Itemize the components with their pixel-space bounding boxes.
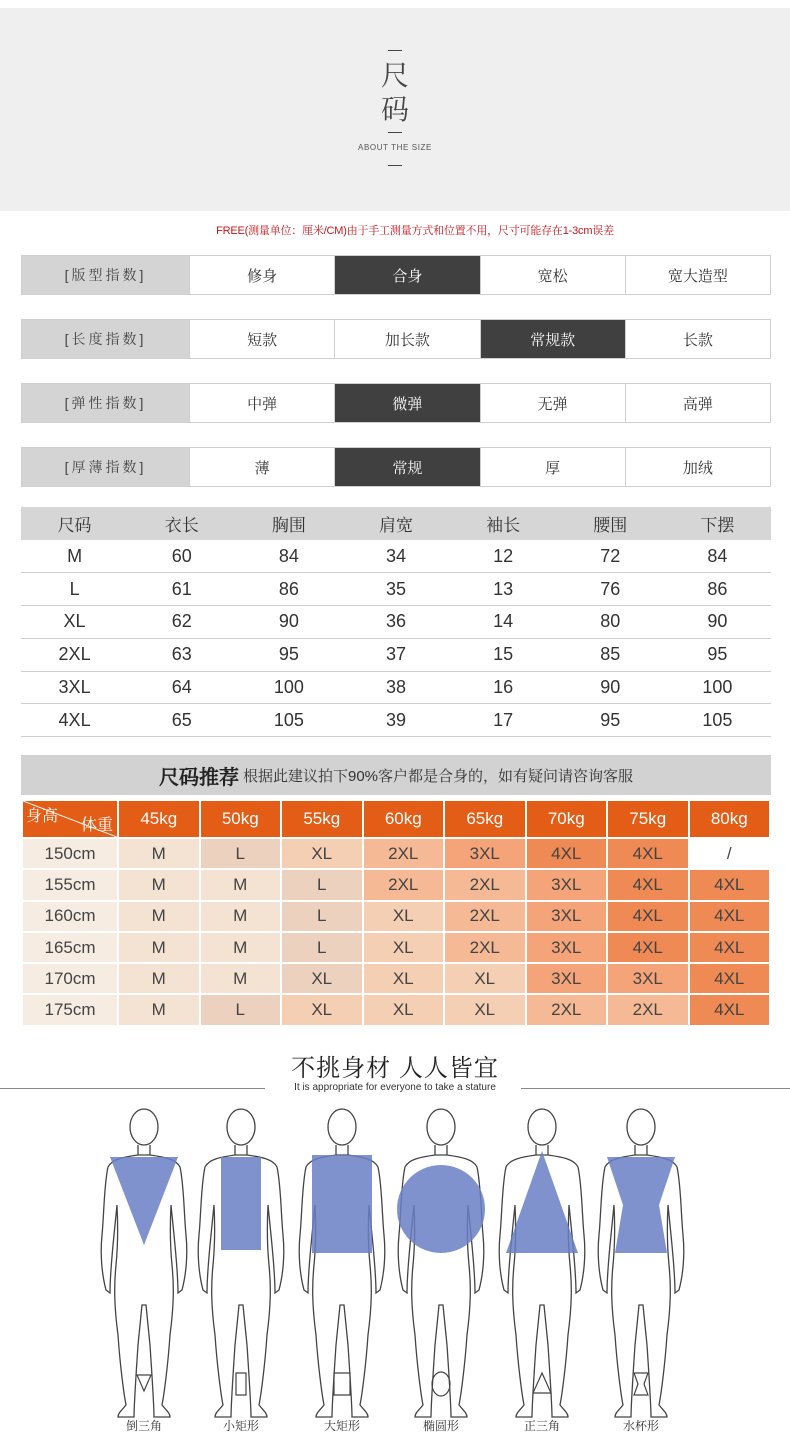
size-cell: 3XL <box>445 839 525 868</box>
index-option: 薄 <box>189 448 334 486</box>
column-header: 下摆 <box>664 507 771 540</box>
table-cell: 84 <box>664 540 771 573</box>
table-cell: 84 <box>235 540 342 573</box>
column-header: 胸围 <box>235 507 342 540</box>
table-cell: XL <box>21 606 128 639</box>
index-label: [版型指数] <box>22 256 189 294</box>
table-row <box>21 573 771 606</box>
table-row <box>21 606 771 639</box>
table-row <box>23 995 769 1024</box>
table-row <box>21 671 771 704</box>
large-rectangle-icon <box>334 1373 350 1395</box>
size-cell: 4XL <box>690 964 770 993</box>
size-cell: M <box>201 964 281 993</box>
size-cell: XL <box>282 964 362 993</box>
size-cell: M <box>119 964 199 993</box>
index-option: 宽松 <box>480 256 625 294</box>
index-row <box>21 319 771 359</box>
column-header: 腰围 <box>557 507 664 540</box>
size-cell: M <box>201 902 281 931</box>
size-cell: 2XL <box>445 902 525 931</box>
shape-overlay <box>221 1157 261 1250</box>
size-cell: 4XL <box>690 933 770 962</box>
index-option: 长款 <box>625 320 770 358</box>
size-cell: 2XL <box>364 839 444 868</box>
table-cell: 95 <box>557 704 664 737</box>
shape-overlay <box>397 1165 485 1253</box>
body-shape-label: 水杯形 <box>622 1419 659 1433</box>
recommend-subtitle: 根据此建议拍下90%客户都是合身的，如有疑问请咨询客服 <box>242 767 634 785</box>
index-row <box>21 447 771 487</box>
table-cell: 90 <box>557 671 664 704</box>
table-cell: 14 <box>450 606 557 639</box>
header-subtitle: ABOUT THE SIZE <box>358 143 432 152</box>
header-title-char-2: 码 <box>380 93 409 126</box>
table-cell: 36 <box>342 606 449 639</box>
body-shapes-title: 不挑身材 人人皆宜 <box>291 1055 499 1082</box>
table-cell: 16 <box>450 671 557 704</box>
index-option: 无弹 <box>480 384 625 422</box>
weight-header: 65kg <box>445 801 525 837</box>
weight-axis-label: 体重 <box>80 817 113 834</box>
weight-header: 80kg <box>690 801 770 837</box>
body-shape-label: 正三角 <box>523 1419 560 1433</box>
size-cell: 4XL <box>608 870 688 899</box>
table-cell: 105 <box>664 704 771 737</box>
weight-header: 45kg <box>119 801 199 837</box>
weight-header: 50kg <box>201 801 281 837</box>
size-cell: 2XL <box>608 995 688 1024</box>
inverted-triangle-icon <box>137 1375 151 1391</box>
triangle-icon <box>533 1373 551 1393</box>
index-option: 短款 <box>189 320 334 358</box>
size-cell: XL <box>364 964 444 993</box>
hourglass-icon <box>634 1373 648 1395</box>
table-cell: 95 <box>235 638 342 671</box>
size-header-banner <box>0 8 790 211</box>
table-cell: 37 <box>342 638 449 671</box>
table-cell: 15 <box>450 638 557 671</box>
size-cell: M <box>119 995 199 1024</box>
table-cell: 100 <box>235 671 342 704</box>
index-option-selected: 常规 <box>334 448 479 486</box>
size-cell: 3XL <box>527 902 607 931</box>
table-cell: 100 <box>664 671 771 704</box>
weight-header: 75kg <box>608 801 688 837</box>
index-label: [厚薄指数] <box>22 448 189 486</box>
table-cell: 76 <box>557 573 664 606</box>
size-cell: XL <box>445 964 525 993</box>
table-cell: 39 <box>342 704 449 737</box>
body-shape-label: 倒三角 <box>125 1419 162 1433</box>
table-row <box>23 964 769 993</box>
index-option: 加绒 <box>625 448 770 486</box>
index-option: 高弹 <box>625 384 770 422</box>
table-cell: 90 <box>664 606 771 639</box>
body-shape-figures <box>0 1105 790 1437</box>
table-cell: 60 <box>128 540 235 573</box>
size-cell: XL <box>282 839 362 868</box>
table-cell: 62 <box>128 606 235 639</box>
size-cell: L <box>282 902 362 931</box>
header-title-char-1: 尺 <box>380 59 409 92</box>
size-cell: / <box>690 839 770 868</box>
person-outline <box>398 1109 484 1417</box>
size-cell: XL <box>282 995 362 1024</box>
index-row <box>21 255 771 295</box>
size-cell: M <box>119 870 199 899</box>
body-figure <box>598 1109 684 1417</box>
size-cell: M <box>119 933 199 962</box>
size-cell: XL <box>364 995 444 1024</box>
table-cell: 65 <box>128 704 235 737</box>
size-cell: L <box>282 870 362 899</box>
column-header: 尺码 <box>21 507 128 540</box>
table-cell: 72 <box>557 540 664 573</box>
shape-overlay <box>312 1155 372 1253</box>
weight-header: 60kg <box>364 801 444 837</box>
table-cell: 64 <box>128 671 235 704</box>
index-option-selected: 常规款 <box>480 320 625 358</box>
table-row <box>21 638 771 671</box>
column-header: 肩宽 <box>342 507 449 540</box>
size-cell: 3XL <box>527 870 607 899</box>
index-option: 厚 <box>480 448 625 486</box>
body-shape-label: 椭圆形 <box>422 1419 459 1433</box>
table-cell: 85 <box>557 638 664 671</box>
size-cell: 4XL <box>608 839 688 868</box>
body-shape-label: 小矩形 <box>222 1419 259 1433</box>
size-cell: 4XL <box>690 995 770 1024</box>
small-rectangle-icon <box>236 1373 246 1395</box>
table-row <box>23 870 769 899</box>
index-option-selected: 合身 <box>334 256 479 294</box>
table-cell: 86 <box>664 573 771 606</box>
table-cell: M <box>21 540 128 573</box>
table-cell: 13 <box>450 573 557 606</box>
size-cell: 3XL <box>527 933 607 962</box>
size-cell: 3XL <box>527 964 607 993</box>
body-shapes-subtitle: It is appropriate for everyone to take a stature <box>294 1082 496 1093</box>
table-cell: 12 <box>450 540 557 573</box>
person-outline <box>101 1109 187 1417</box>
weight-header: 70kg <box>527 801 607 837</box>
divider <box>388 165 402 166</box>
body-shape-label: 大矩形 <box>323 1419 360 1433</box>
ellipse-icon <box>432 1372 450 1396</box>
table-cell: 17 <box>450 704 557 737</box>
table-cell: 86 <box>235 573 342 606</box>
size-recommend-table <box>21 799 771 1027</box>
size-cell: M <box>119 902 199 931</box>
index-label: [长度指数] <box>22 320 189 358</box>
size-cell: 2XL <box>445 933 525 962</box>
recommend-title: 尺码推荐 <box>158 766 239 789</box>
divider <box>388 50 402 51</box>
column-header: 袖长 <box>450 507 557 540</box>
index-label: [弹性指数] <box>22 384 189 422</box>
index-row <box>21 383 771 423</box>
column-header: 衣长 <box>128 507 235 540</box>
table-cell: 34 <box>342 540 449 573</box>
size-cell: 2XL <box>527 995 607 1024</box>
table-cell: 105 <box>235 704 342 737</box>
height-cell: 170cm <box>23 964 117 993</box>
table-row <box>21 704 771 737</box>
table-corner <box>23 801 117 837</box>
size-cell: XL <box>364 902 444 931</box>
recommend-header <box>21 755 771 795</box>
table-cell: 38 <box>342 671 449 704</box>
table-row <box>23 902 769 931</box>
table-row <box>21 540 771 573</box>
index-option: 中弹 <box>189 384 334 422</box>
table-cell: 63 <box>128 638 235 671</box>
index-option: 修身 <box>189 256 334 294</box>
person-outline <box>598 1109 684 1417</box>
size-cell: 4XL <box>608 902 688 931</box>
table-cell: 90 <box>235 606 342 639</box>
body-figure <box>198 1109 284 1417</box>
height-cell: 165cm <box>23 933 117 962</box>
height-cell: 155cm <box>23 870 117 899</box>
index-option: 宽大造型 <box>625 256 770 294</box>
table-row <box>23 933 769 962</box>
size-cell: 2XL <box>445 870 525 899</box>
table-cell: 95 <box>664 638 771 671</box>
body-figure <box>101 1109 187 1417</box>
size-cell: XL <box>364 933 444 962</box>
size-cell: M <box>119 839 199 868</box>
table-cell: L <box>21 573 128 606</box>
size-cell: 4XL <box>690 902 770 931</box>
table-cell: 35 <box>342 573 449 606</box>
size-cell: 4XL <box>690 870 770 899</box>
size-cell: L <box>201 839 281 868</box>
person-outline <box>198 1109 284 1417</box>
table-cell: 61 <box>128 573 235 606</box>
height-cell: 175cm <box>23 995 117 1024</box>
table-cell: 80 <box>557 606 664 639</box>
table-cell: 4XL <box>21 704 128 737</box>
size-cell: XL <box>445 995 525 1024</box>
size-cell: M <box>201 933 281 962</box>
size-cell: L <box>282 933 362 962</box>
table-cell: 2XL <box>21 638 128 671</box>
weight-header: 55kg <box>282 801 362 837</box>
size-cell: 4XL <box>527 839 607 868</box>
body-figure <box>499 1109 585 1417</box>
table-cell: 3XL <box>21 671 128 704</box>
measurement-note: FREE(测量单位：厘米/CM)由于手工测量方式和位置不用，尺寸可能存在1-3cm误差 <box>216 225 614 237</box>
height-axis-label: 身高 <box>26 808 59 825</box>
size-table <box>21 507 771 737</box>
height-cell: 150cm <box>23 839 117 868</box>
divider <box>388 132 402 133</box>
size-cell: 4XL <box>608 933 688 962</box>
size-cell: M <box>201 870 281 899</box>
index-option-selected: 微弹 <box>334 384 479 422</box>
body-figure <box>397 1109 485 1417</box>
size-cell: L <box>201 995 281 1024</box>
size-cell: 2XL <box>364 870 444 899</box>
table-row <box>23 839 769 868</box>
size-cell: 3XL <box>608 964 688 993</box>
body-figure <box>299 1109 385 1417</box>
index-option: 加长款 <box>334 320 479 358</box>
height-cell: 160cm <box>23 902 117 931</box>
